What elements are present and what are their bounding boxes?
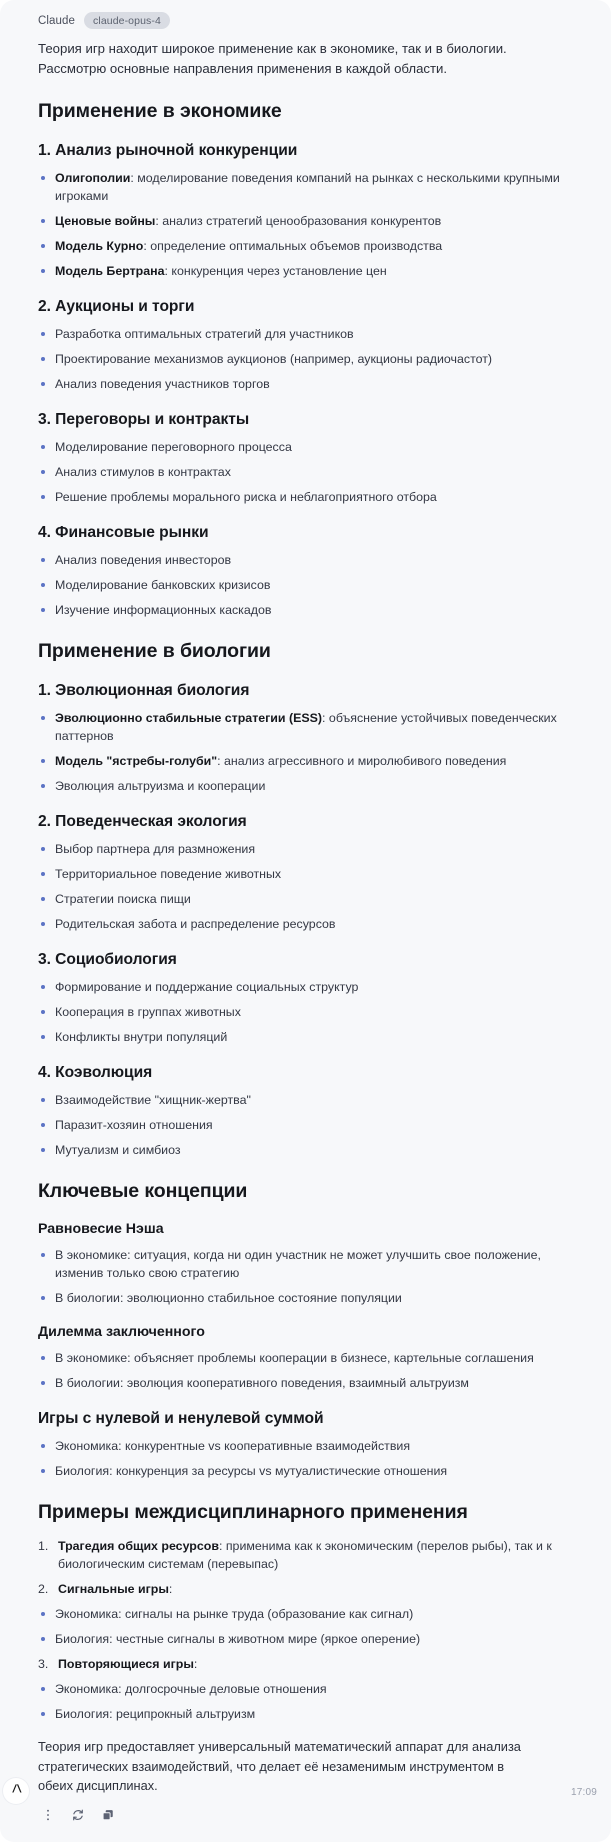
- list-item: [38, 350, 575, 368]
- heading-market-competition: 1. Анализ рыночной конкуренции: [38, 142, 298, 159]
- list-item-text: Биология: конкуренция за ресурсы vs мутуалистические отношения: [55, 1464, 448, 1478]
- heading-biology: Применение в биологии: [38, 640, 271, 662]
- list-item-text: Стратегии поиска пищи: [55, 892, 191, 906]
- list-item: [38, 978, 575, 996]
- list-item-text: Изучение информационных каскадов: [55, 603, 272, 617]
- list-item-text: В экономике: ситуация, когда ни один участник не может улучшить свое положение, изменив только свою стратегию: [55, 1248, 541, 1280]
- list-item-text: Проектирование механизмов аукционов (например, аукционы радиочастот): [55, 352, 493, 366]
- list-evolutionary-biology: [38, 709, 597, 795]
- list-item-text: Моделирование банковских кризисов: [55, 578, 271, 592]
- list-item-text: Биология: реципрокный альтруизм: [55, 1707, 256, 1721]
- list-item-text: : объяснение устойчивых поведенческих паттернов: [55, 711, 557, 743]
- list-item-signaling-games: [38, 1580, 582, 1648]
- item-bold-label: Повторяющиеся игры: [58, 1657, 194, 1671]
- list-item: [38, 1374, 575, 1392]
- list-item: [38, 1437, 575, 1455]
- list-item: [38, 551, 575, 569]
- heading-economics: Применение в экономике: [38, 100, 282, 122]
- list-item: [38, 237, 575, 255]
- list-item-text: : анализ стратегий ценообразования конкурентов: [155, 214, 442, 228]
- list-item-text: Биология: честные сигналы в животном мире (яркое оперение): [55, 1632, 421, 1646]
- list-item: [38, 865, 575, 883]
- list-coevolution: [38, 1091, 597, 1159]
- list-item: [38, 212, 575, 230]
- interdisciplinary-list: [38, 1537, 597, 1723]
- list-item: [38, 262, 575, 280]
- model-badge: claude-opus-4: [84, 12, 170, 29]
- list-item-bold-label: Модель "ястребы-голуби": [55, 754, 218, 768]
- list-item-tragedy-of-commons: [38, 1537, 582, 1573]
- list-item-text: В экономике: объясняет проблемы кооперации в бизнесе, картельные соглашения: [55, 1351, 534, 1365]
- heading-evolutionary-biology: 1. Эволюционная биология: [38, 682, 250, 699]
- heading-zero-sum-games: Игры с нулевой и ненулевой суммой: [38, 1410, 324, 1427]
- list-negotiations: [38, 438, 597, 506]
- list-item-bold-label: Олигополии: [55, 171, 131, 185]
- list-item-bold-label: Модель Курно: [55, 239, 144, 253]
- list-item: [38, 488, 575, 506]
- list-item: [38, 1349, 575, 1367]
- author-name: Claude: [38, 14, 76, 27]
- list-item: [38, 1705, 575, 1723]
- list-repeated-games: [38, 1680, 582, 1723]
- list-item: [38, 890, 575, 908]
- list-item-bold-label: Модель Бертрана: [55, 264, 165, 278]
- list-item: [38, 1630, 575, 1648]
- heading-financial-markets: 4. Финансовые рынки: [38, 524, 209, 541]
- list-item: [38, 1141, 575, 1159]
- list-auctions: [38, 325, 597, 393]
- list-item-text: Взаимодействие "хищник-жертва": [55, 1093, 251, 1107]
- outro-paragraph: Теория игр предоставляет универсальный математический аппарат для анализа стратегических взаимодействий, что делает её незаменимым инструментом в обеих дисциплинах.: [38, 1739, 521, 1793]
- list-prisoners-dilemma: [38, 1349, 597, 1392]
- list-item: [38, 1605, 575, 1623]
- list-item: [38, 438, 575, 456]
- list-item-text: Анализ поведения участников торгов: [55, 377, 270, 391]
- list-item: [38, 1289, 575, 1307]
- list-item: [38, 325, 575, 343]
- list-item: [38, 915, 575, 933]
- retry-icon[interactable]: [70, 1807, 86, 1823]
- list-item-text: Анализ поведения инвесторов: [55, 553, 232, 567]
- list-item: [38, 1246, 575, 1282]
- list-item-text: Решение проблемы морального риска и неблагоприятного отбора: [55, 490, 437, 504]
- list-item: [38, 1091, 575, 1109]
- list-item: [38, 840, 575, 858]
- list-item-text: : моделирование поведения компаний на рынках с несколькими крупными игроками: [55, 171, 560, 203]
- copy-icon[interactable]: [100, 1807, 116, 1823]
- list-item-text: Эволюция альтруизма и кооперации: [55, 779, 266, 793]
- list-item-repeated-games: [38, 1655, 582, 1723]
- list-market-competition: [38, 169, 597, 280]
- list-item-text: : анализ агрессивного и миролюбивого поведения: [217, 754, 507, 768]
- heading-prisoners-dilemma: Дилемма заключенного: [38, 1324, 205, 1340]
- list-item: [38, 777, 575, 795]
- list-item-text: Территориальное поведение животных: [55, 867, 282, 881]
- list-item-text: Анализ стимулов в контрактах: [55, 465, 231, 479]
- list-item-text: Разработка оптимальных стратегий для участников: [55, 327, 354, 341]
- list-item: [38, 752, 575, 770]
- list-item-text: Экономика: долгосрочные деловые отношения: [55, 1682, 327, 1696]
- list-behavioral-ecology: [38, 840, 597, 933]
- list-item-text: Мутуализм и симбиоз: [55, 1143, 181, 1157]
- list-item-text: Конфликты внутри популяций: [55, 1030, 228, 1044]
- item-bold-label: Трагедия общих ресурсов: [58, 1539, 219, 1553]
- list-item: [38, 1003, 575, 1021]
- list-item-text: Экономика: конкурентные vs кооперативные взаимодействия: [55, 1439, 411, 1453]
- message-header: [38, 11, 597, 30]
- item-rest-text: :: [168, 1582, 173, 1596]
- list-item-text: Паразит-хозяин отношения: [55, 1118, 213, 1132]
- assistant-avatar: [3, 1778, 29, 1804]
- heading-interdisciplinary: Примеры междисциплинарного применения: [38, 1501, 468, 1523]
- list-sociobiology: [38, 978, 597, 1046]
- anthropic-logo-icon: [9, 1781, 24, 1801]
- list-item: [38, 576, 575, 594]
- message-action-bar: [40, 1806, 597, 1824]
- list-item: [38, 375, 575, 393]
- list-item: [38, 709, 575, 745]
- list-nash-equilibrium: [38, 1246, 597, 1307]
- heading-behavioral-ecology: 2. Поведенческая экология: [38, 813, 247, 830]
- list-item: [38, 1116, 575, 1134]
- item-bold-label: Сигнальные игры: [58, 1582, 169, 1596]
- intro-paragraph: Теория игр находит широкое применение как в экономике, так и в биологии. Рассмотрю основные направления применения в каждой области.: [38, 41, 507, 76]
- list-item-text: Моделирование переговорного процесса: [55, 440, 292, 454]
- list-item: [38, 601, 575, 619]
- list-item: [38, 169, 575, 205]
- list-item: [38, 1680, 575, 1698]
- heading-key-concepts: Ключевые концепции: [38, 1180, 248, 1202]
- list-item: [38, 1462, 575, 1480]
- more-options-icon[interactable]: [40, 1807, 56, 1823]
- heading-nash-equilibrium: Равновесие Нэша: [38, 1221, 164, 1237]
- list-zero-sum-games: [38, 1437, 597, 1480]
- list-item-text: Формирование и поддержание социальных структур: [55, 980, 359, 994]
- item-rest-text: :: [193, 1657, 198, 1671]
- list-item-text: Экономика: сигналы на рынке труда (образование как сигнал): [55, 1607, 414, 1621]
- heading-auctions: 2. Аукционы и торги: [38, 298, 195, 315]
- list-item: [38, 463, 575, 481]
- heading-coevolution: 4. Коэволюция: [38, 1064, 153, 1081]
- list-item-bold-label: Эволюционно стабильные стратегии (ESS): [55, 711, 323, 725]
- list-signaling-games: [38, 1605, 582, 1648]
- list-item-text: : определение оптимальных объемов производства: [143, 239, 443, 253]
- message-timestamp: 17:09: [570, 1786, 597, 1798]
- list-item: [38, 1028, 575, 1046]
- heading-sociobiology: 3. Социобиология: [38, 951, 177, 968]
- list-item-text: В биологии: эволюция кооперативного поведения, взаимный альтруизм: [55, 1376, 469, 1390]
- list-item-text: В биологии: эволюционно стабильное состояние популяции: [55, 1291, 402, 1305]
- list-item-bold-label: Ценовые войны: [55, 214, 156, 228]
- list-item-text: Кооперация в группах животных: [55, 1005, 241, 1019]
- list-item-text: Родительская забота и распределение ресурсов: [55, 917, 336, 931]
- list-item-text: Выбор партнера для размножения: [55, 842, 256, 856]
- list-item-text: : конкуренция через установление цен: [164, 264, 387, 278]
- heading-negotiations: 3. Переговоры и контракты: [38, 411, 250, 428]
- item-rest-text: : применима как к экономическим (перелов рыбы), так и к биологическим системам (перевыпас): [58, 1539, 552, 1571]
- list-financial-markets: [38, 551, 597, 619]
